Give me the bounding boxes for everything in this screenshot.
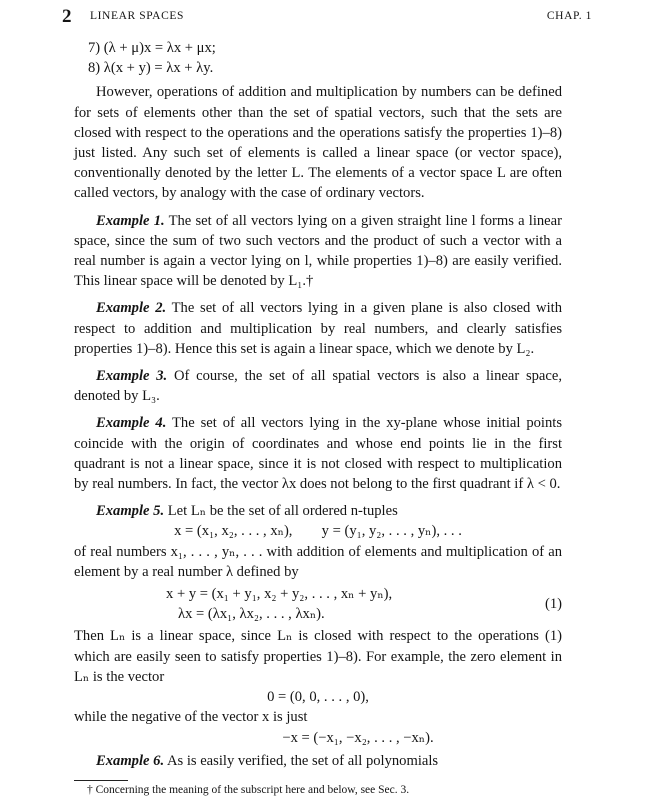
example-5-intro: Let Lₙ be the set of all ordered n-tuples bbox=[167, 503, 398, 520]
zero-vector-equation: 0 = (0, 0, . . . , 0), bbox=[267, 689, 369, 706]
example-5 bbox=[74, 501, 562, 521]
tuples-equation: x = (x₁, x₂, . . . , xₙ), y = (y₁, y₂, . . . , yₙ), . . . bbox=[174, 523, 462, 540]
chapter-label: CHAP. 1 bbox=[546, 10, 592, 22]
footnote: † Concerning the meaning of the subscript here and below, see Sec. 3. bbox=[87, 784, 410, 796]
example-4-text: The set of all vectors lying in the xy-plane whose initial points coincide with the origin of coordinates and whose end points lie in the first quadrant is not a linear space, since it is not closed with respect to multiplication by real numbers. In fact, the vector λx does not belong to the first quadrant if λ < 0. bbox=[74, 415, 563, 493]
example-5-then: Then Lₙ is a linear space, since Lₙ is closed with respect to the operations (1) which are easily seen to satisfy properties 1)–8). For example, the zero element in Lₙ is the vector bbox=[74, 628, 562, 685]
equation-1-line-1: x + y = (x₁ + y₁, x₂ + y₂, . . . , xₙ + yₙ), bbox=[166, 586, 393, 603]
example-2-label: Example 2. bbox=[96, 300, 167, 317]
example-2 bbox=[74, 298, 562, 359]
equation-1 bbox=[74, 584, 562, 624]
example-3-label: Example 3. bbox=[96, 368, 168, 385]
example-4-label: Example 4. bbox=[96, 415, 167, 432]
example-6-text: As is easily verified, the set of all polynomials bbox=[166, 752, 439, 769]
example-1-label: Example 1. bbox=[96, 212, 165, 229]
example-6 bbox=[74, 751, 562, 771]
example-5-label: Example 5. bbox=[96, 503, 165, 520]
example-3 bbox=[74, 366, 562, 406]
negative-vector-text: while the negative of the vector x is just bbox=[74, 709, 308, 726]
example-1-text: The set of all vectors lying on a given straight line l forms a linear space, since the sum of two such vectors and the product of such a vector with a real number is again a vector lying on l, while properties 1)–8) are easily verified. This linear space will be denoted by L₁.† bbox=[74, 212, 562, 290]
example-6-label: Example 6. bbox=[96, 752, 165, 769]
paragraph-linear-space-definition: However, operations of addition and multiplication by numbers can be defined for sets of elements other than the set of spatial vectors, such that the sets are closed with respect to the operations and the operations satisfy the properties 1)–8) just listed. Any such set of elements is called a linear space (or vector space), conventionally denoted by the letter L. The elements of a vector space L are often called vectors, by analogy with the case of ordinary vectors. bbox=[74, 84, 562, 202]
page-number: 2 bbox=[62, 6, 72, 27]
property-7: 7) (λ + μ)x = λx + μx; bbox=[88, 40, 216, 56]
example-4 bbox=[74, 413, 562, 494]
page-body bbox=[74, 38, 562, 771]
section-title: LINEAR SPACES bbox=[90, 10, 184, 22]
footnote-rule bbox=[74, 780, 128, 781]
equation-1-line-2: λx = (λx₁, λx₂, . . . , λxₙ). bbox=[178, 606, 325, 623]
equation-number: (1) bbox=[544, 596, 562, 613]
property-8: 8) λ(x + y) = λx + λy. bbox=[88, 60, 214, 77]
negative-vector-equation: −x = (−x₁, −x₂, . . . , −xₙ). bbox=[282, 729, 434, 746]
running-header bbox=[62, 6, 592, 28]
example-1 bbox=[74, 211, 562, 292]
example-5-continuation: of real numbers x₁, . . . , yₙ, . . . with addition of elements and multiplication of an element by a real number λ defined by bbox=[74, 543, 562, 580]
example-2-text: The set of all vectors lying in a given plane is also closed with respect to addition and multiplication by real numbers, and clearly satisfies properties 1)–8). Hence this set is again a linear space, which we denote by L₂. bbox=[74, 300, 562, 357]
example-3-text: Of course, the set of all spatial vectors is also a linear space, denoted by L₃. bbox=[74, 368, 562, 405]
